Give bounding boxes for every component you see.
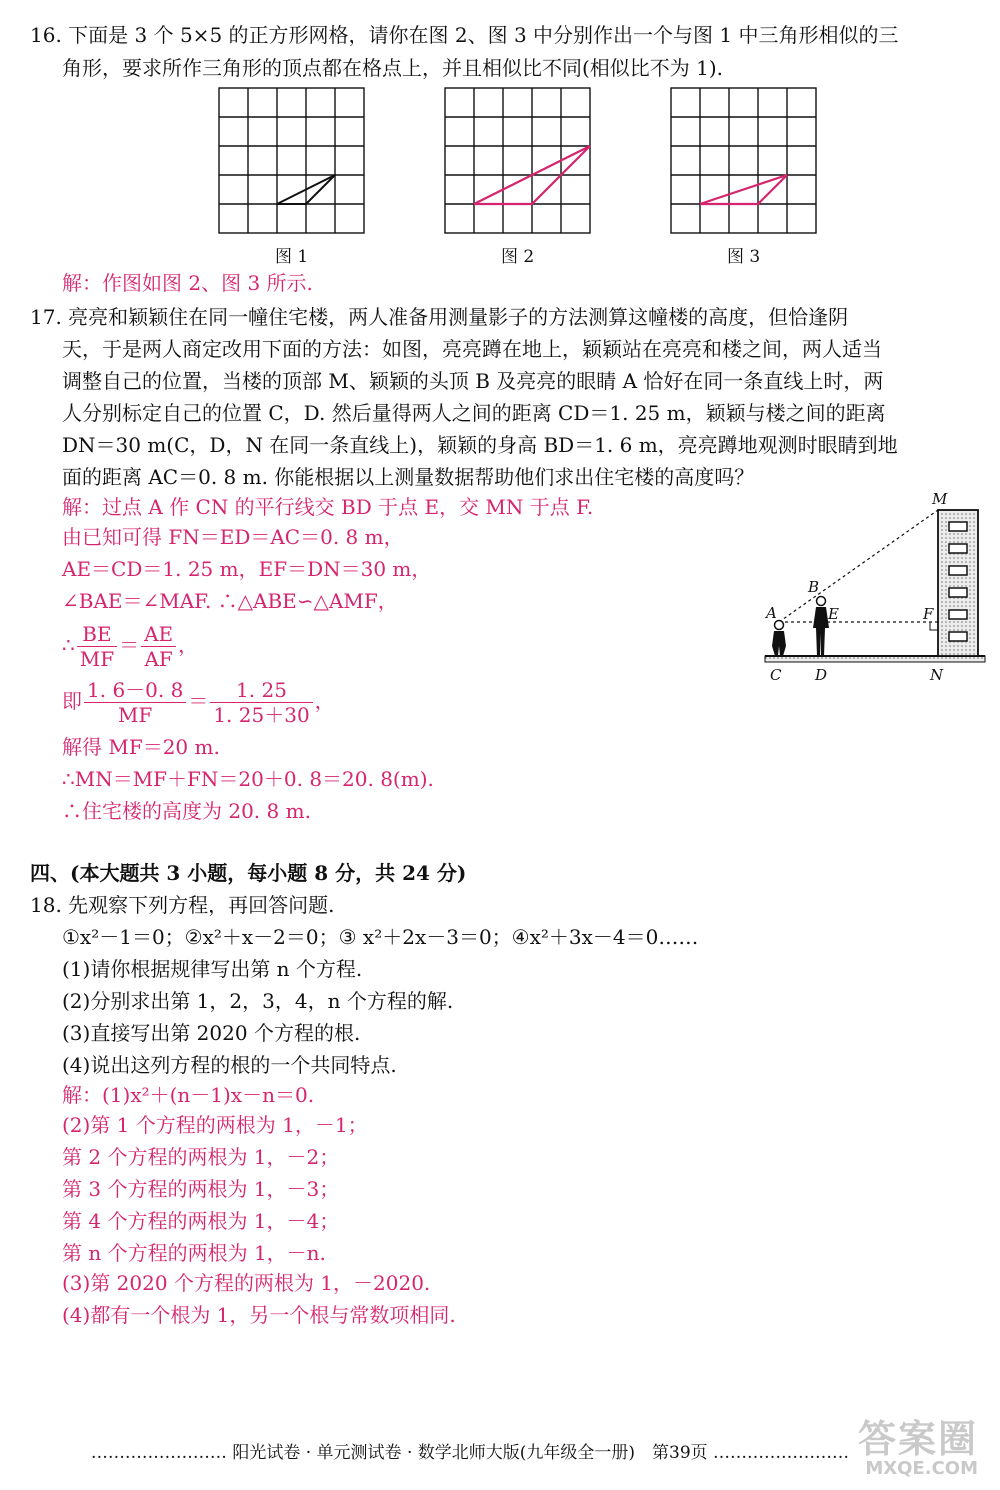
q18-answer-2: (2)第 1 个方程的两根为 1，－1； bbox=[62, 1113, 368, 1137]
q18-part-2: (2)分别求出第 1，2，3，4，n 个方程的解. bbox=[62, 989, 454, 1013]
sight-line bbox=[779, 510, 938, 622]
q18-answer-4: 第 3 个方程的两根为 1，－3； bbox=[62, 1177, 340, 1201]
section-4-heading: 四、(本大题共 3 小题，每小题 8 分，共 24 分) bbox=[30, 861, 467, 885]
q17-stem-line-6: 面的距离 AC＝0. 8 m. 你能根据以上测量数据帮助他们求出住宅楼的高度吗？ bbox=[62, 465, 755, 489]
grid-lines bbox=[671, 88, 816, 233]
q17-stem-line-2: 天，于是两人商定改用下面的方法：如图，亮亮蹲在地上，颖颖站在亮亮和楼之间，两人适当 bbox=[62, 337, 882, 361]
q17-solution-step-2: 由已知可得 FN＝ED＝AC＝0. 8 m， bbox=[62, 525, 404, 549]
grid-figure-2 bbox=[444, 87, 592, 235]
fraction-ae-af: $\frac{AE}{AF}$ bbox=[141, 622, 176, 671]
q17-solution-step-8: ∴住宅楼的高度为 20. 8 m. bbox=[62, 799, 311, 823]
q17-stem-line-4: 人分别标定自己的位置 C，D. 然后量得两人之间的距离 CD＝1. 25 m，颖颖与楼之间的距离 bbox=[62, 401, 886, 425]
label-e: E bbox=[828, 605, 839, 623]
q18-answer-3: 第 2 个方程的两根为 1，－2； bbox=[62, 1145, 340, 1169]
triangle-similar-answer bbox=[700, 175, 787, 204]
q16-answer: 解：作图如图 2、图 3 所示. bbox=[62, 271, 313, 295]
right-angle-mark bbox=[930, 622, 938, 630]
label-c: C bbox=[770, 666, 782, 684]
caption-figure-3: 图 3 bbox=[727, 247, 761, 267]
grid-figure-3 bbox=[670, 87, 818, 235]
q16-stem-line-2: 角形，要求所作三角形的顶点都在格点上，并且相似比不同(相似比不为 1). bbox=[62, 56, 724, 80]
q18-part-1: (1)请你根据规律写出第 n 个方程. bbox=[62, 957, 363, 981]
label-a: A bbox=[766, 604, 777, 622]
grid-lines bbox=[445, 88, 590, 233]
caption-figure-1: 图 1 bbox=[275, 247, 309, 267]
q17-substitution: 即 $\frac{1. 6-0. 8}{MF}$ ＝ $\frac{1. 25}{1. 25+30}$ ， bbox=[62, 678, 335, 727]
q18-part-4: (4)说出这列方程的根的一个共同特点. bbox=[62, 1053, 397, 1077]
crouching-person-liangliang bbox=[772, 621, 786, 657]
therefore-symbol: ∴ bbox=[62, 633, 75, 657]
label-n: N bbox=[930, 666, 944, 684]
q18-answer-5: 第 4 个方程的两根为 1，－4； bbox=[62, 1209, 340, 1233]
q18-answer-1: 解：(1)x²＋(n－1)x－n＝0. bbox=[62, 1083, 315, 1107]
label-b: B bbox=[808, 578, 820, 596]
q18-equations: ①x²－1＝0；②x²＋x－2＝0；③ x²＋2x－3＝0；④x²＋3x－4＝0…… bbox=[62, 925, 699, 949]
q17-stem-line-3: 调整自己的位置，当楼的顶部 M、颖颖的头顶 B 及亮亮的眼睛 A 恰好在同一条直线上时，两 bbox=[62, 369, 884, 393]
fraction-distance: $\frac{1. 25}{1. 25+30}$ bbox=[210, 678, 312, 727]
grid-figure-1 bbox=[218, 87, 366, 235]
q16-stem-line-1: 16. 下面是 3 个 5×5 的正方形网格，请你在图 2、图 3 中分别作出一个与图 1 中三角形相似的三 bbox=[30, 23, 899, 47]
q17-solution-step-1: 解：过点 A 作 CN 的平行线交 BD 于点 E，交 MN 于点 F. bbox=[62, 495, 594, 519]
q18-answer-6: 第 n 个方程的两根为 1，－n. bbox=[62, 1241, 326, 1265]
grid-lines bbox=[219, 88, 364, 233]
caption-figure-2: 图 2 bbox=[501, 247, 535, 267]
q17-stem-line-1: 17. 亮亮和颖颖住在同一幢住宅楼，两人准备用测量影子的方法测算这幢楼的高度，但恰逢阴 bbox=[30, 305, 849, 329]
q17-stem-line-5: DN＝30 m(C，D，N 在同一条直线上)，颖颖的身高 BD＝1. 6 m，亮亮蹲地观测时眼睛到地 bbox=[62, 433, 898, 457]
q17-solution-step-3: AE＝CD＝1. 25 m，EF＝DN＝30 m， bbox=[62, 557, 432, 581]
standing-person-yingying bbox=[813, 597, 829, 657]
label-m: M bbox=[932, 490, 948, 508]
fraction-height-diff-mf: $\frac{1. 6-0. 8}{MF}$ bbox=[84, 678, 186, 727]
watermark-logo: 答案圈 bbox=[857, 1417, 978, 1461]
q17-solution-step-4: ∠BAE＝∠MAF. ∴△ABE∽△AMF， bbox=[62, 589, 398, 613]
page-footer: …………………… 阳光试卷 · 单元测试卷 · 数学北师大版(九年级全一册) 第39页 …………………… bbox=[90, 1443, 850, 1463]
q18-answer-7: (3)第 2020 个方程的两根为 1，－2020. bbox=[62, 1271, 431, 1295]
label-f: F bbox=[923, 605, 934, 623]
label-d: D bbox=[815, 666, 828, 684]
building-diagram bbox=[760, 488, 990, 688]
q17-proportion: ∴ $\frac{BE}{MF}$ ＝ $\frac{AE}{AF}$ ， bbox=[62, 622, 199, 671]
q18-answer-8: (4)都有一个根为 1，另一个根与常数项相同. bbox=[62, 1303, 456, 1327]
fraction-be-mf: $\frac{BE}{MF}$ bbox=[77, 622, 117, 671]
q17-solution-step-6: 解得 MF＝20 m. bbox=[62, 735, 220, 759]
watermark-url: MXQE.COM bbox=[865, 1458, 978, 1479]
q17-solution-step-7: ∴MN＝MF＋FN＝20＋0. 8＝20. 8(m). bbox=[62, 767, 434, 791]
q18-part-3: (3)直接写出第 2020 个方程的根. bbox=[62, 1021, 361, 1045]
q18-title: 18. 先观察下列方程，再回答问题. bbox=[30, 893, 335, 917]
